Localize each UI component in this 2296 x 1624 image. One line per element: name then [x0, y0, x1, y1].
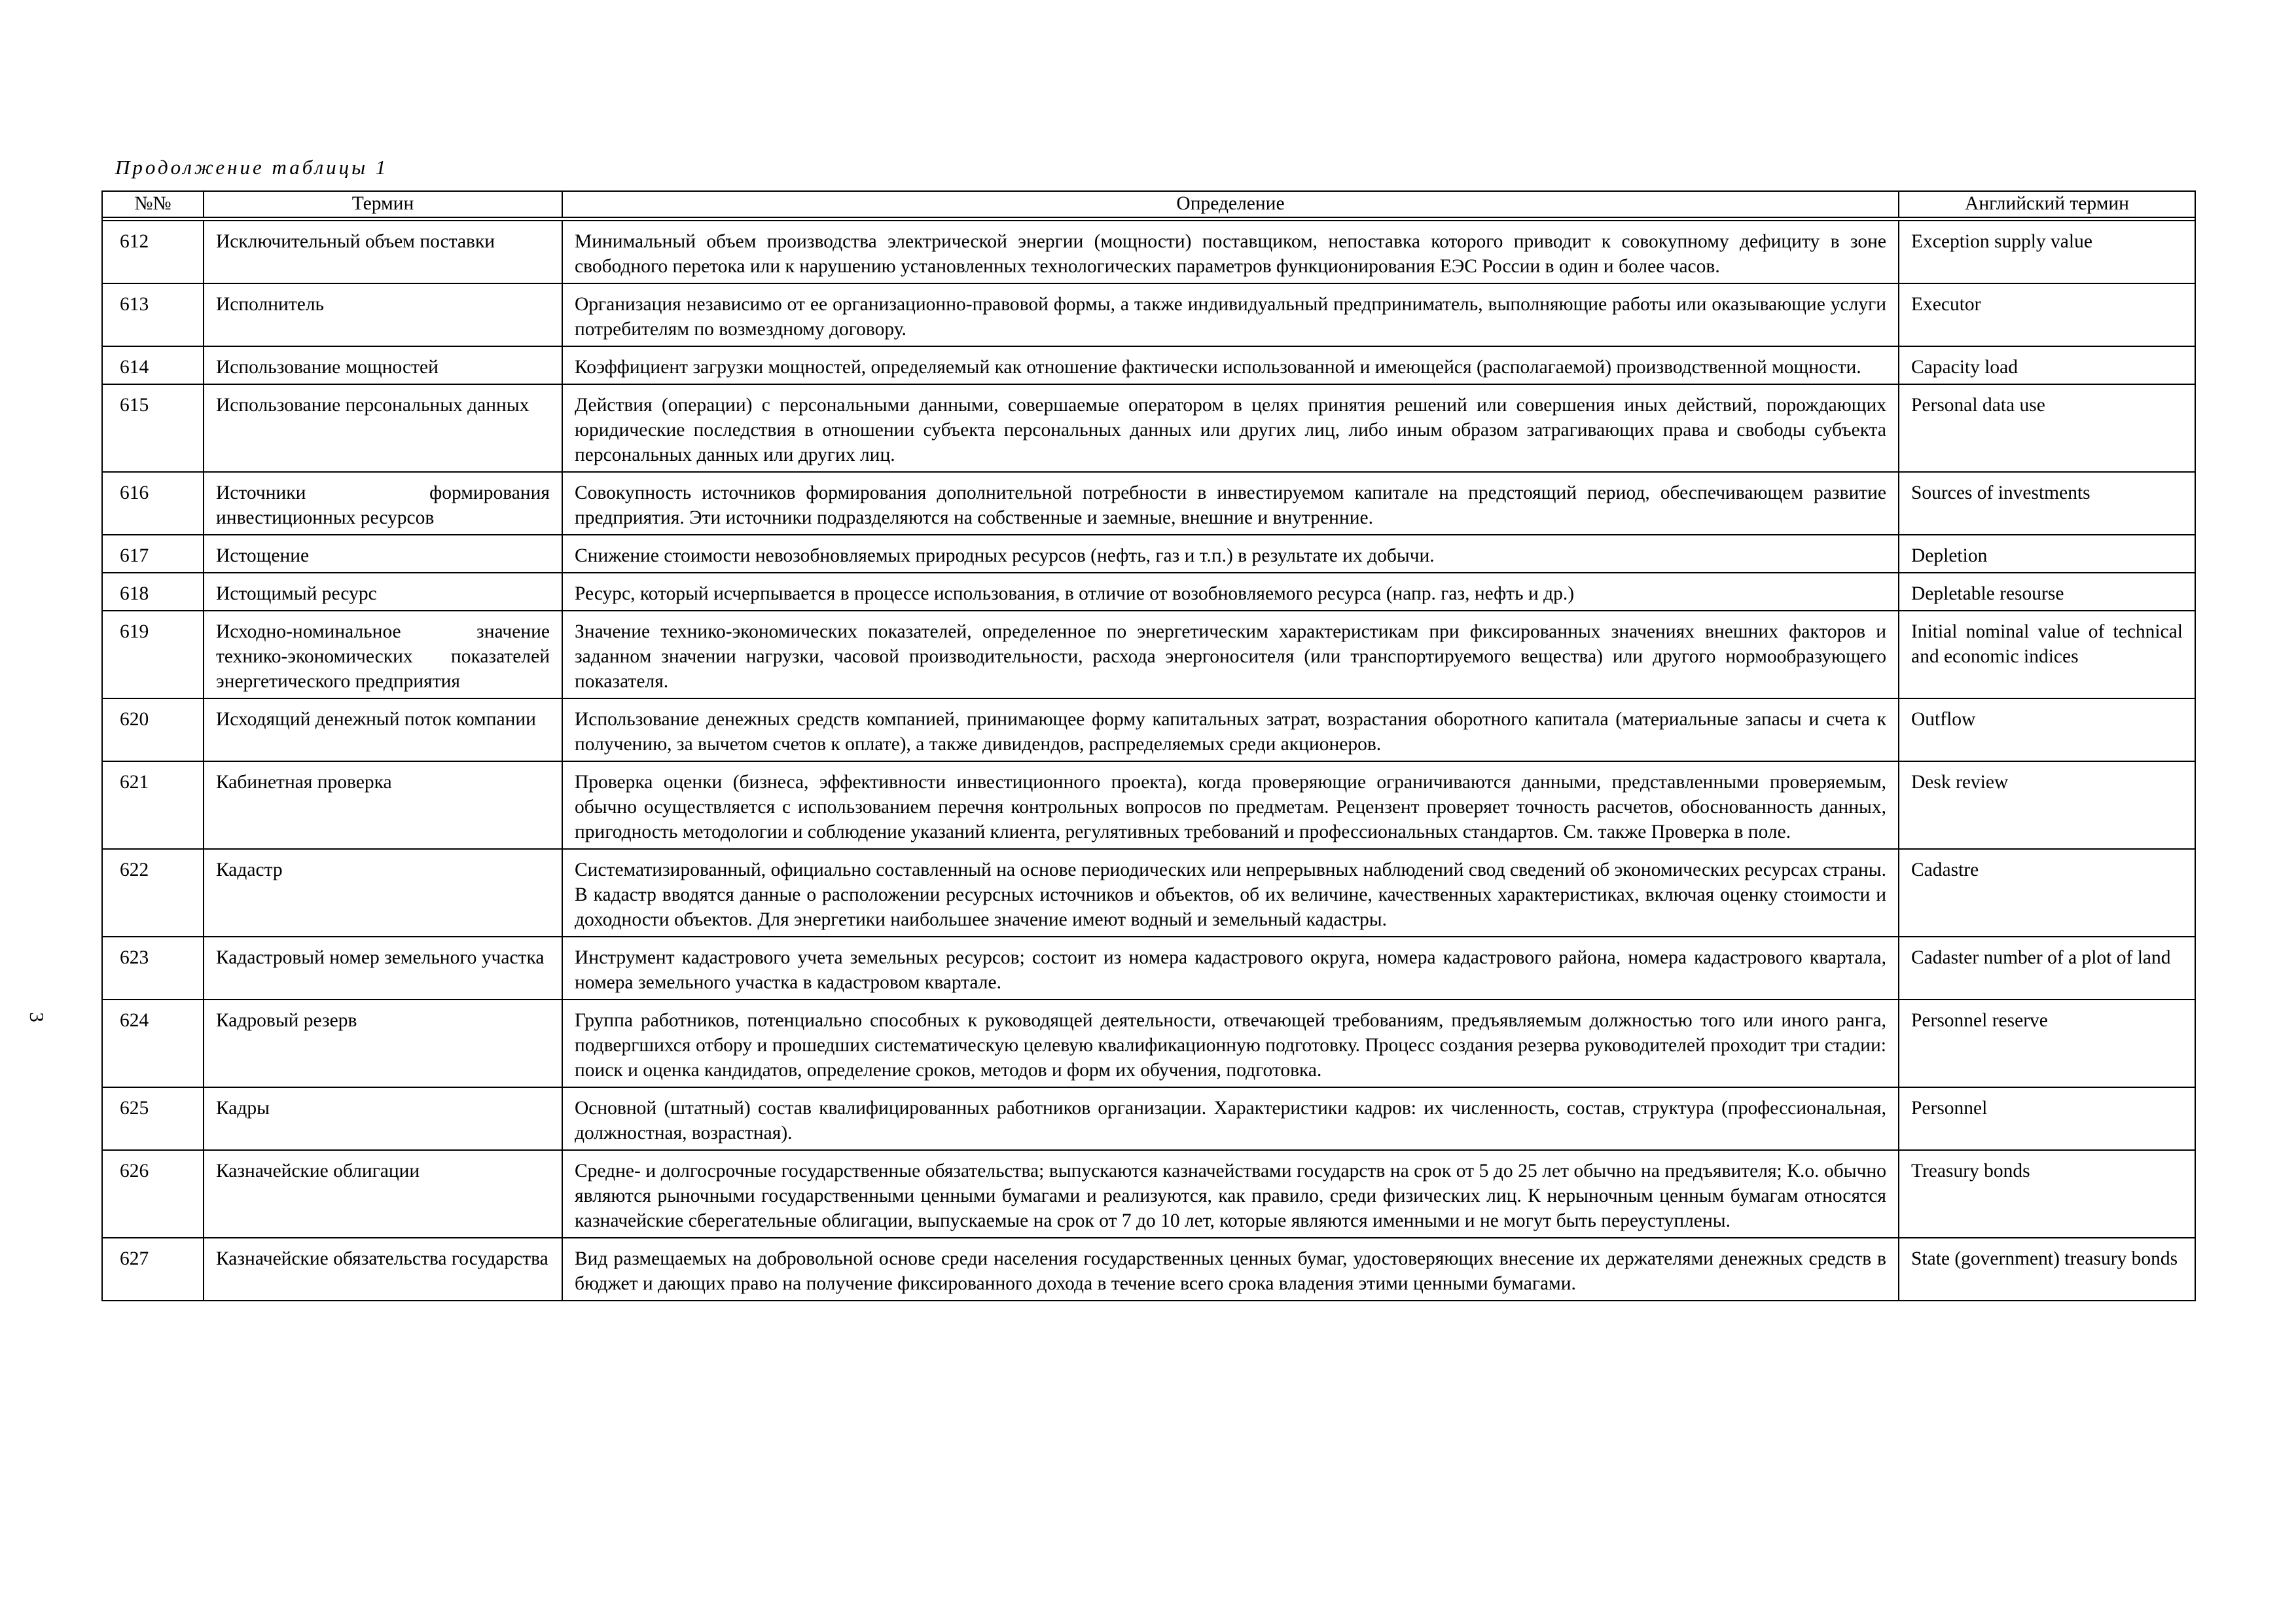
- row-number: 625: [102, 1087, 204, 1150]
- definition-cell: Минимальный объем производства электрической энергии (мощности) поставщиком, непоставка которого приводит к совокупному дефициту в зоне свободного перетока или к нарушению установленных технологических параметров функционирования ЕЭС России в один и более часов.: [562, 221, 1899, 283]
- row-number: 623: [102, 937, 204, 1000]
- definition-cell: Средне- и долгосрочные государственные обязательства; выпускаются казначействами государств на срок от 5 до 25 лет обычно на предъявителя; К.о. обычно являются рыночными государственными ценными бумагами и реализуются, как правило, среди физических лиц. К нерыночным ценным бумагам относятся казначейские сберегательные облигации, выпускаемые на срок от 7 до 10 лет, которые являются именными и не могут быть переуступлены.: [562, 1150, 1899, 1238]
- english-term-cell: Sources of investments: [1899, 472, 2195, 535]
- definition-cell: Значение технико-экономических показателей, определенное по энергетическим характеристикам при фиксированных значениях внешних факторов и заданном значении нагрузки, часовой производительности, расхода энергоносителя (или транспортируемого вещества) или другого нормообразующего показателя.: [562, 611, 1899, 698]
- definition-cell: Проверка оценки (бизнеса, эффективности инвестиционного проекта), когда проверяющие ограничиваются данными, представленными проверяемым, обычно осуществляется с использованием перечня контрольных вопросов по предметам. Рецензент проверяет точность расчетов, обоснованность данных, пригодность методологии и соблюдение указаний клиента, регулятивных требований и профессиональных стандартов. См. также Проверка в поле.: [562, 761, 1899, 849]
- table-row: [102, 384, 2195, 472]
- definition-cell: Коэффициент загрузки мощностей, определяемый как отношение фактически использованной и имеющейся (располагаемой) производственной мощности.: [562, 346, 1899, 384]
- row-number: 624: [102, 1000, 204, 1087]
- table-row: [102, 1000, 2195, 1087]
- row-number: 618: [102, 573, 204, 611]
- table-row: [102, 1150, 2195, 1238]
- table-row: [102, 535, 2195, 573]
- definition-cell: Группа работников, потенциально способных к руководящей деятельности, отвечающей требованиям, предъявляемым должностью того или иного ранга, подвергшихся отбору и прошедших систематическую целевую квалификационную подготовку. Процесс создания резерва руководителей проходит три стадии: поиск и оценка кандидатов, определение сроков, методов и форм их обучения, подготовка.: [562, 1000, 1899, 1087]
- english-term-cell: Outflow: [1899, 698, 2195, 761]
- definition-cell: Снижение стоимости невозобновляемых природных ресурсов (нефть, газ и т.п.) в результате их добычи.: [562, 535, 1899, 573]
- english-term-cell: Desk review: [1899, 761, 2195, 849]
- table-row: [102, 573, 2195, 611]
- definition-cell: Ресурс, который исчерпывается в процессе использования, в отличие от возобновляемого ресурса (напр. газ, нефть и др.): [562, 573, 1899, 611]
- definition-cell: Систематизированный, официально составленный на основе периодических или непрерывных наблюдений свод сведений об экономических ресурсах страны. В кадастр вводятся данные о расположении ресурсных источников и объектов, об их величине, качественных характеристиках, включая оценку стоимости и доходности объектов. Для энергетики наибольшее значение имеют водный и земельный кадастры.: [562, 849, 1899, 937]
- row-number: 619: [102, 611, 204, 698]
- english-term-cell: Depletable resourse: [1899, 573, 2195, 611]
- term-cell: Казначейские облигации: [204, 1150, 562, 1238]
- row-number: 614: [102, 346, 204, 384]
- definition-cell: Использование денежных средств компанией, принимающее форму капитальных затрат, возрастания оборотного капитала (материальные запасы и счета к получению, за вычетом счетов к оплате), а также дивидендов, распределяемых среди акционеров.: [562, 698, 1899, 761]
- english-term-cell: Cadastre: [1899, 849, 2195, 937]
- row-number: 615: [102, 384, 204, 472]
- term-cell: Исполнитель: [204, 283, 562, 346]
- row-number: 616: [102, 472, 204, 535]
- term-cell: Кабинетная проверка: [204, 761, 562, 849]
- glossary-table: [101, 190, 2196, 1301]
- header-definition: Определение: [562, 191, 1899, 217]
- row-number: 622: [102, 849, 204, 937]
- english-term-cell: Initial nominal value of technical and economic indices: [1899, 611, 2195, 698]
- term-cell: Исходно-номинальное значение технико-экономических показателей энергетического предприятия: [204, 611, 562, 698]
- header-english: Английский термин: [1899, 191, 2195, 217]
- definition-cell: Организация независимо от ее организационно-правовой формы, а также индивидуальный предприниматель, выполняющие работы или оказывающие услуги потребителям по возмездному договору.: [562, 283, 1899, 346]
- definition-cell: Инструмент кадастрового учета земельных ресурсов; состоит из номера кадастрового округа, номера кадастрового района, номера кадастрового квартала, номера земельного участка в кадастровом квартале.: [562, 937, 1899, 1000]
- term-cell: Исходящий денежный поток компании: [204, 698, 562, 761]
- page-number: 3: [26, 1012, 48, 1022]
- english-term-cell: Depletion: [1899, 535, 2195, 573]
- table-caption: Продолжение таблицы 1: [115, 156, 389, 179]
- row-number: 612: [102, 221, 204, 283]
- definition-cell: Основной (штатный) состав квалифицированных работников организации. Характеристики кадров: их численность, состав, структура (профессиональная, должностная, возрастная).: [562, 1087, 1899, 1150]
- table-row: [102, 849, 2195, 937]
- table-row: [102, 698, 2195, 761]
- row-number: 621: [102, 761, 204, 849]
- english-term-cell: State (government) treasury bonds: [1899, 1238, 2195, 1301]
- table-body: [102, 217, 2195, 1301]
- english-term-cell: Personnel: [1899, 1087, 2195, 1150]
- term-cell: Кадры: [204, 1087, 562, 1150]
- row-number: 627: [102, 1238, 204, 1301]
- table-row: [102, 937, 2195, 1000]
- table-row: [102, 221, 2195, 283]
- english-term-cell: Treasury bonds: [1899, 1150, 2195, 1238]
- header-row: [102, 191, 2195, 217]
- term-cell: Кадровый резерв: [204, 1000, 562, 1087]
- term-cell: Исключительный объем поставки: [204, 221, 562, 283]
- row-number: 620: [102, 698, 204, 761]
- table-header: [102, 191, 2195, 217]
- definition-cell: Действия (операции) с персональными данными, совершаемые оператором в целях принятия решений или совершения иных действий, порождающих юридические последствия в отношении субъекта персональных данных или других лиц, либо иным образом затрагивающих права и свободы субъекта персональных данных или других лиц.: [562, 384, 1899, 472]
- header-term: Термин: [204, 191, 562, 217]
- term-cell: Использование персональных данных: [204, 384, 562, 472]
- definition-cell: Совокупность источников формирования дополнительной потребности в инвестируемом капитале на предстоящий период, обеспечивающем развитие предприятия. Эти источники подразделяются на собственные и заемные, внешние и внутренние.: [562, 472, 1899, 535]
- table-row: [102, 1238, 2195, 1301]
- term-cell: Истощение: [204, 535, 562, 573]
- term-cell: Казначейские обязательства государства: [204, 1238, 562, 1301]
- definition-cell: Вид размещаемых на добровольной основе среди населения государственных ценных бумаг, удостоверяющих внесение их держателями денежных средств в бюджет и дающих право на получение фиксированного дохода в течение всего срока владения этими ценными бумагами.: [562, 1238, 1899, 1301]
- table-row: [102, 1087, 2195, 1150]
- table-row: [102, 346, 2195, 384]
- english-term-cell: Exception supply value: [1899, 221, 2195, 283]
- table-row: [102, 611, 2195, 698]
- table-row: [102, 472, 2195, 535]
- english-term-cell: Personnel reserve: [1899, 1000, 2195, 1087]
- row-number: 617: [102, 535, 204, 573]
- row-number: 613: [102, 283, 204, 346]
- english-term-cell: Capacity load: [1899, 346, 2195, 384]
- term-cell: Использование мощностей: [204, 346, 562, 384]
- term-cell: Кадастровый номер земельного участка: [204, 937, 562, 1000]
- english-term-cell: Cadaster number of a plot of land: [1899, 937, 2195, 1000]
- table-row: [102, 283, 2195, 346]
- english-term-cell: Personal data use: [1899, 384, 2195, 472]
- term-cell: Кадастр: [204, 849, 562, 937]
- english-term-cell: Executor: [1899, 283, 2195, 346]
- term-cell: Истощимый ресурс: [204, 573, 562, 611]
- term-cell: Источники формирования инвестиционных ресурсов: [204, 472, 562, 535]
- table-row: [102, 761, 2195, 849]
- row-number: 626: [102, 1150, 204, 1238]
- header-num: №№: [102, 191, 204, 217]
